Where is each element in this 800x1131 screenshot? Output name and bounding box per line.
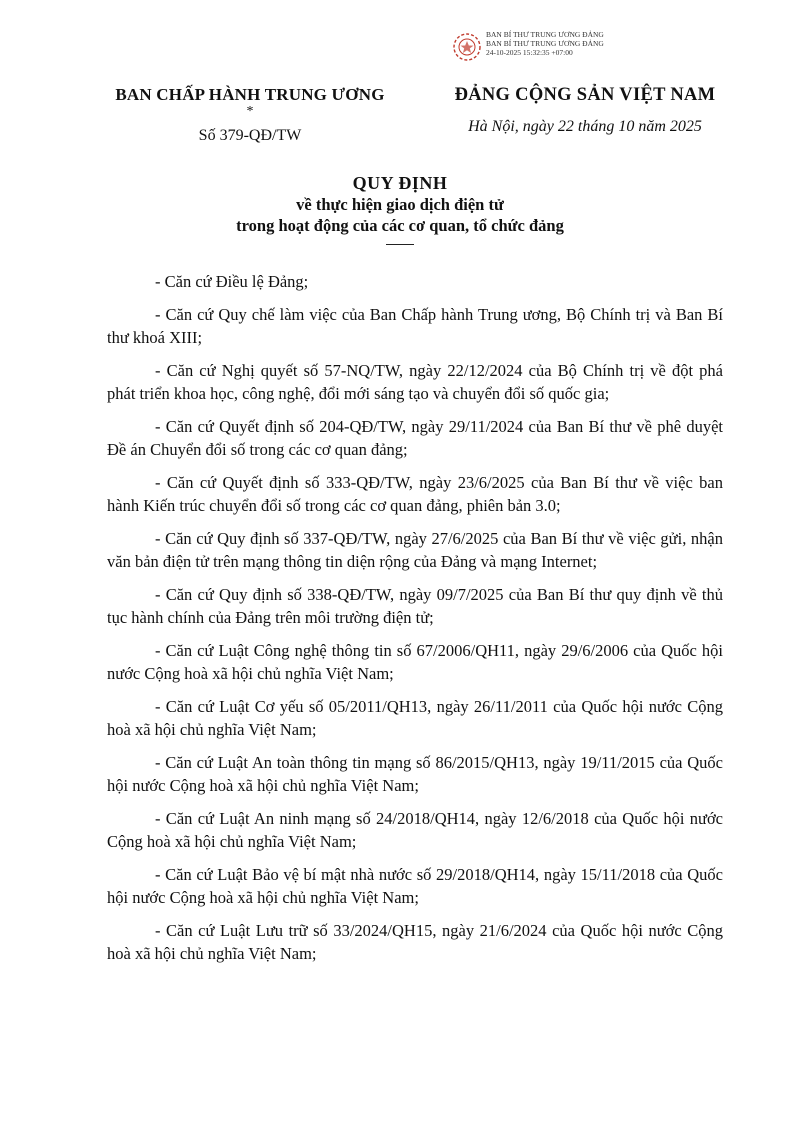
party-header xyxy=(440,85,730,136)
legal-basis-paragraph: - Căn cứ Điều lệ Đảng; xyxy=(155,272,309,291)
document-title: QUY ĐỊNH xyxy=(352,173,448,193)
stamp-text xyxy=(486,30,604,57)
digital-signature-stamp xyxy=(452,30,652,64)
legal-basis-paragraph: - Căn cứ Luật Công nghệ thông tin số 67/2006/QH11, ngày 29/6/2006 của Quốc hội nước Cộng hoà xã hội chủ nghĩa Việt Nam; xyxy=(107,641,723,683)
place-date: Hà Nội, ngày 22 tháng 10 năm 2025 xyxy=(468,118,702,135)
issuer-header xyxy=(100,85,400,145)
legal-basis-paragraph: - Căn cứ Luật Cơ yếu số 05/2011/QH13, ngày 26/11/2011 của Quốc hội nước Cộng hoà xã hội chủ nghĩa Việt Nam; xyxy=(107,697,723,739)
legal-basis-paragraph: - Căn cứ Quyết định số 204-QĐ/TW, ngày 29/11/2024 của Ban Bí thư về phê duyệt Đề án Chuyển đổi số trong các cơ quan đảng; xyxy=(107,417,723,459)
stamp-timestamp: 24-10-2025 15:32:35 +07:00 xyxy=(486,48,573,57)
seal-icon xyxy=(452,32,482,62)
party-name: ĐẢNG CỘNG SẢN VIỆT NAM xyxy=(454,85,716,105)
document-title-block xyxy=(150,173,650,245)
legal-basis-paragraph: - Căn cứ Luật An toàn thông tin mạng số 86/2015/QH13, ngày 19/11/2015 của Quốc hội nước Cộng hoà xã hội chủ nghĩa Việt Nam; xyxy=(107,753,723,795)
document-number: Số 379-QĐ/TW xyxy=(198,127,302,144)
legal-basis-paragraph: - Căn cứ Luật Bảo vệ bí mật nhà nước số 29/2018/QH14, ngày 15/11/2018 của Quốc hội nước Cộng hoà xã hội chủ nghĩa Việt Nam; xyxy=(107,865,723,907)
issuer-name: BAN CHẤP HÀNH TRUNG ƯƠNG xyxy=(115,85,385,104)
legal-basis-paragraph: - Căn cứ Quy định số 338-QĐ/TW, ngày 09/7/2025 của Ban Bí thư quy định về thủ tục hành chính của Đảng trên môi trường điện tử; xyxy=(107,585,723,627)
document-body xyxy=(107,270,723,975)
legal-basis-paragraph: - Căn cứ Quyết định số 333-QĐ/TW, ngày 23/6/2025 của Ban Bí thư về việc ban hành Kiến trúc chuyển đổi số trong các cơ quan đảng, phiên bản 3.0; xyxy=(107,473,723,515)
legal-basis-paragraph: - Căn cứ Luật Lưu trữ số 33/2024/QH15, ngày 21/6/2024 của Quốc hội nước Cộng hoà xã hội chủ nghĩa Việt Nam; xyxy=(107,921,723,963)
stamp-line-1: BAN BÍ THƯ TRUNG ƯƠNG ĐẢNG xyxy=(486,30,604,39)
legal-basis-paragraph: - Căn cứ Quy chế làm việc của Ban Chấp hành Trung ương, Bộ Chính trị và Ban Bí thư khoá XIII; xyxy=(107,305,723,347)
stamp-line-2: BAN BÍ THƯ TRUNG ƯƠNG ĐẢNG xyxy=(486,39,604,48)
document-subtitle-1: về thực hiện giao dịch điện tử xyxy=(296,195,504,214)
legal-basis-paragraph: - Căn cứ Nghị quyết số 57-NQ/TW, ngày 22/12/2024 của Bộ Chính trị về đột phá phát triển khoa học, công nghệ, đổi mới sáng tạo và chuyển đổi số quốc gia; xyxy=(107,361,723,403)
legal-basis-paragraph: - Căn cứ Luật An ninh mạng số 24/2018/QH14, ngày 12/6/2018 của Quốc hội nước Cộng hoà xã hội chủ nghĩa Việt Nam; xyxy=(107,809,723,851)
document-subtitle-2: trong hoạt động của các cơ quan, tổ chức đảng xyxy=(236,216,564,235)
legal-basis-paragraph: - Căn cứ Quy định số 337-QĐ/TW, ngày 27/6/2025 của Ban Bí thư về việc gửi, nhận văn bản điện tử trên mạng thông tin diện rộng của Đảng và mạng Internet; xyxy=(107,529,723,571)
star-mark: * xyxy=(246,104,254,119)
title-divider xyxy=(386,244,414,245)
